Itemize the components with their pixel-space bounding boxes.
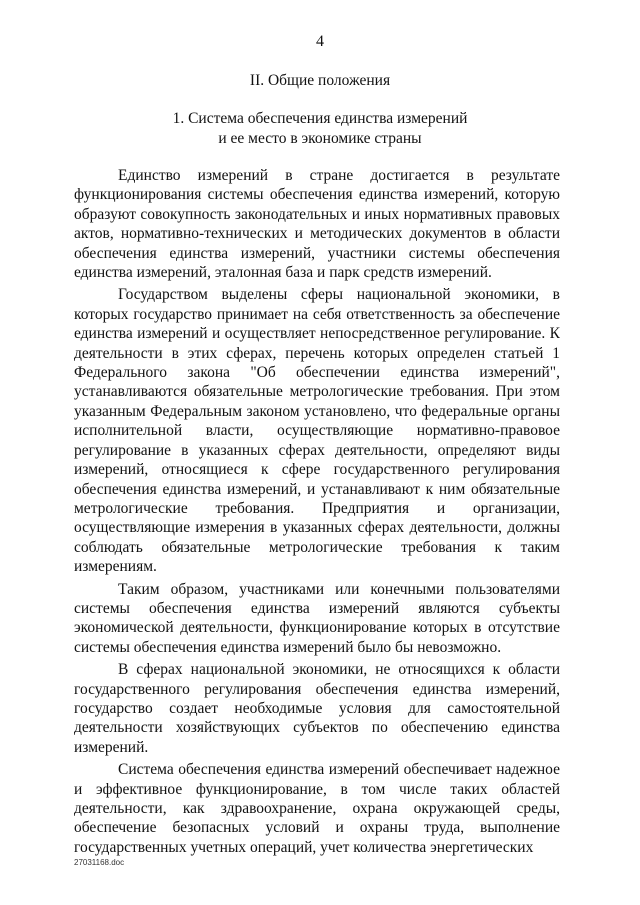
paragraph: Таким образом, участниками или конечными пользователями системы обеспечения единства измерений являются субъекты экономической деятельности, функционирование которых в отсутствие системы обеспечения единства измерений было бы невозможно.: [74, 580, 560, 656]
paragraph: В сферах национальной экономики, не относящихся к области государственного регулирования обеспечения единства измерений, государство создает необходимые условия для самостоятельной деятельности хозяйствующих субъектов по обеспечению единства измерений.: [74, 661, 560, 756]
footer-filename: 27031168.doc: [74, 858, 125, 867]
subsection-heading: [0, 109, 640, 149]
paragraph: Государством выделены сферы национальной экономики, в которых государство принимает на себя ответственность за обеспечение единства измерений и осуществляет непосредственное регулирование. К деятельности в этих сферах, перечень которых определен статьей 1 Федерального закона "Об обеспечении единства измерений", устанавливаются обязательные метрологические требования. При этом указанным Федеральным законом установлено, что федеральные органы исполнительной власти, осуществляющие нормативно-правовое регулирование в указанных сферах деятельности, определяют виды измерений, относящиеся к сфере государственного регулирования обеспечения единства измерений, и устанавливают к ним обязательные метрологические требования. Предприятия и организации, осуществляющие измерения в указанных сферах деятельности, должны соблюдать обязательные метрологические требования к таким измерениям.: [74, 286, 560, 576]
subsection-heading-line-2: и ее место в экономике страны: [218, 130, 422, 147]
section-heading: II. Общие положения: [249, 72, 391, 89]
paragraph: Система обеспечения единства измерений обеспечивает надежное и эффективное функционирование, в том числе таких областей деятельности, как здравоохранение, охрана окружающей среды, обеспечение безопасных условий и охраны труда, выполнение государственных учетных операций, учет количества энергетических: [74, 761, 560, 856]
subsection-heading-line-1: 1. Система обеспечения единства измерений: [172, 110, 468, 127]
document-body: [74, 166, 560, 860]
page-number: 4: [316, 33, 324, 50]
paragraph: Единство измерений в стране достигается в результате функционирования системы обеспечения единства измерений, которую образуют совокупность законодательных и иных нормативных правовых актов, нормативно-технических и методических документов в области обеспечения единства измерений, участники системы обеспечения единства измерений, эталонная база и парк средств измерений.: [74, 167, 560, 282]
